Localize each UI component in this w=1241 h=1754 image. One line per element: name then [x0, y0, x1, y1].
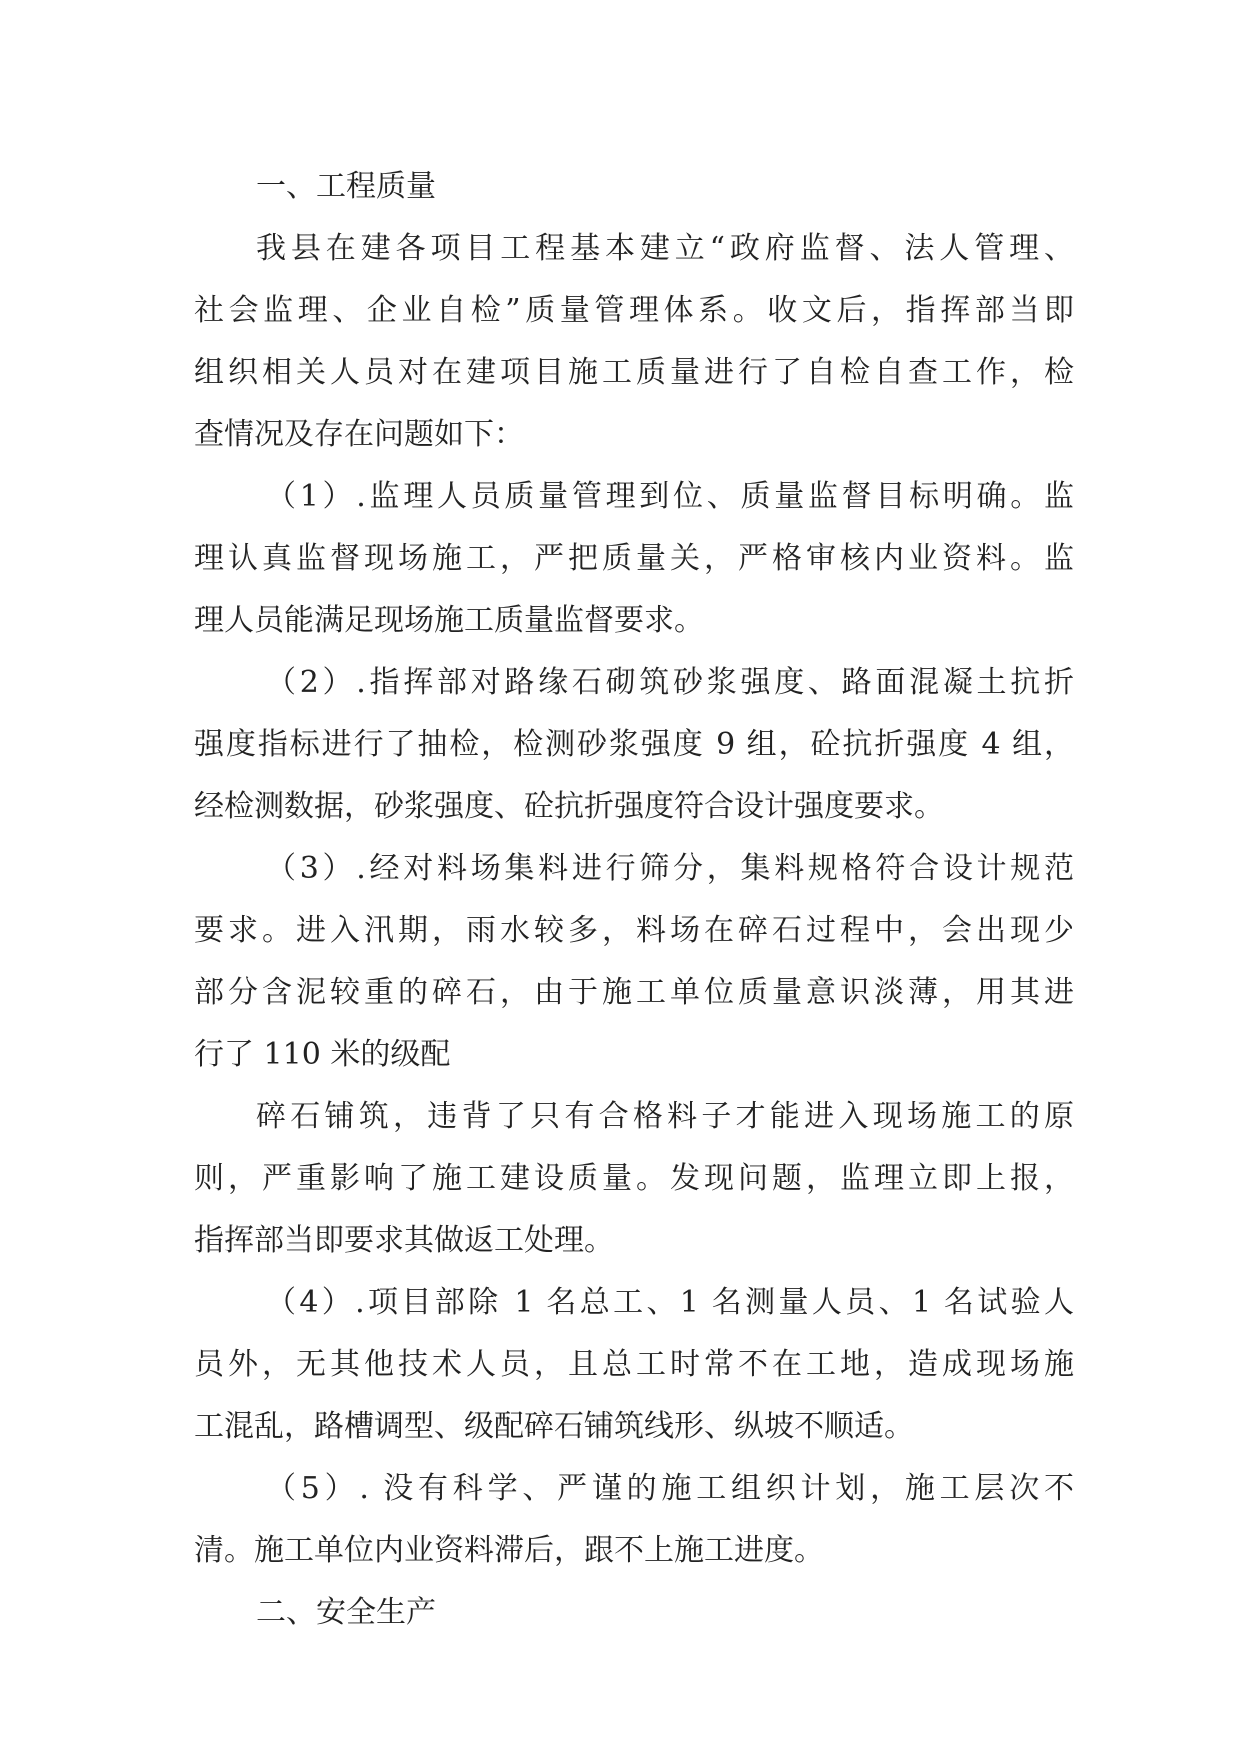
- list-item-2-line: （2）.指挥部对路缘石砌筑砂浆强度、路面混凝土抗折: [266, 665, 1074, 700]
- paragraph-line: 指挥部当即要求其做返工处理。: [194, 1223, 614, 1258]
- list-item-3-line: 部分含泥较重的碎石，由于施工单位质量意识淡薄，用其进: [194, 975, 1074, 1010]
- section-heading-safety: 二、安全生产: [256, 1595, 436, 1630]
- list-item-4-line: （4）.项目部除 1 名总工、1 名测量人员、1 名试验人: [266, 1285, 1074, 1320]
- paragraph-line: 我县在建各项目工程基本建立“政府监督、法人管理、: [256, 231, 1074, 266]
- list-item-1-line: 理认真监督现场施工，严把质量关，严格审核内业资料。监: [194, 541, 1074, 576]
- document-body: [194, 156, 1074, 1644]
- paragraph-line: 社会监理、企业自检”质量管理体系。收文后，指挥部当即: [194, 293, 1074, 328]
- list-item-5-line: （5）. 没有科学、严谨的施工组织计划，施工层次不: [266, 1471, 1074, 1506]
- list-item-4-line: 员外，无其他技术人员，且总工时常不在工地，造成现场施: [194, 1347, 1074, 1382]
- list-item-3-line: 行了 110 米的级配: [194, 1037, 451, 1072]
- list-item-5-line: 清。施工单位内业资料滞后，跟不上施工进度。: [194, 1533, 824, 1568]
- list-item-2-line: 强度指标进行了抽检，检测砂浆强度 9 组，砼抗折强度 4 组，: [194, 727, 1074, 762]
- list-item-4-line: 工混乱，路槽调型、级配碎石铺筑线形、纵坡不顺适。: [194, 1409, 914, 1444]
- paragraph-line: 查情况及存在问题如下：: [194, 417, 524, 452]
- section-heading-quality: 一、工程质量: [256, 169, 436, 204]
- list-item-1-line: 理人员能满足现场施工质量监督要求。: [194, 603, 704, 638]
- list-item-2-line: 经检测数据，砂浆强度、砼抗折强度符合设计强度要求。: [194, 789, 944, 824]
- paragraph-line: 则，严重影响了施工建设质量。发现问题，监理立即上报，: [194, 1161, 1074, 1196]
- paragraph-line: 碎石铺筑，违背了只有合格料子才能进入现场施工的原: [256, 1099, 1074, 1134]
- paragraph-line: 组织相关人员对在建项目施工质量进行了自检自查工作，检: [194, 355, 1074, 390]
- list-item-3-line: （3）.经对料场集料进行筛分，集料规格符合设计规范: [266, 851, 1074, 886]
- list-item-3-line: 要求。进入汛期，雨水较多，料场在碎石过程中，会出现少: [194, 913, 1074, 948]
- list-item-1-line: （1）.监理人员质量管理到位、质量监督目标明确。监: [266, 479, 1074, 514]
